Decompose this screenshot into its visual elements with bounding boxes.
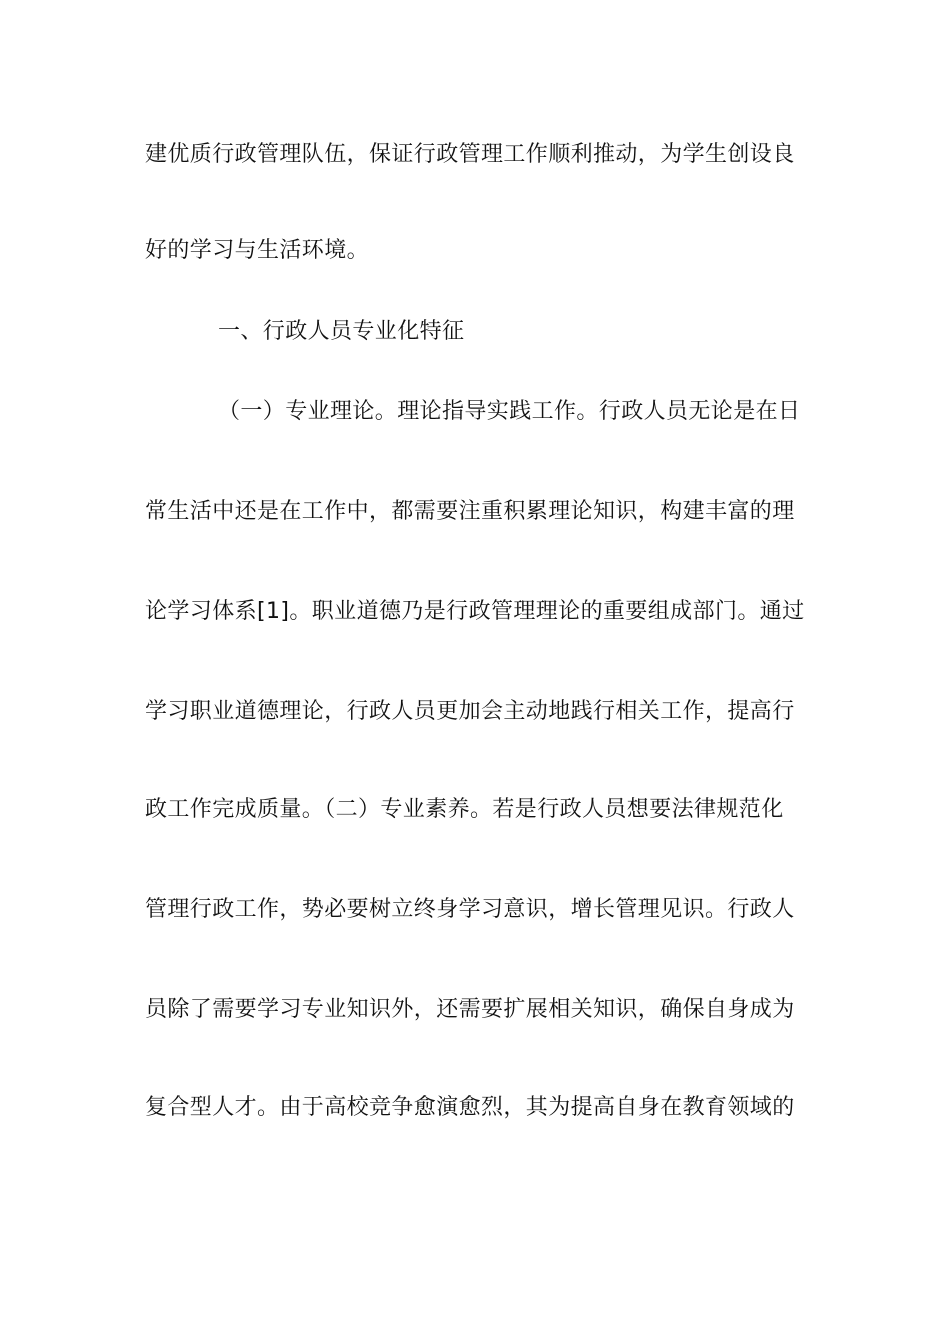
paragraph-line-3: （一）专业理论。理论指导实践工作。行政人员无论是在日 — [218, 399, 801, 424]
paragraph-line-5: 论学习体系[1]。职业道德乃是行政管理理论的重要组成部门。通过 — [145, 599, 805, 624]
paragraph-line-2: 好的学习与生活环境。 — [145, 238, 370, 263]
section-heading: 一、行政人员专业化特征 — [218, 319, 465, 344]
paragraph-line-6: 学习职业道德理论，行政人员更加会主动地践行相关工作，提高行 — [145, 699, 795, 724]
paragraph-line-1: 建优质行政管理队伍，保证行政管理工作顺利推动，为学生创设良 — [145, 142, 795, 167]
paragraph-line-9: 员除了需要学习专业知识外，还需要扩展相关知识，确保自身成为 — [145, 997, 795, 1022]
paragraph-line-8: 管理行政工作，势必要树立终身学习意识，增长管理见识。行政人 — [145, 897, 795, 922]
paragraph-line-4: 常生活中还是在工作中，都需要注重积累理论知识，构建丰富的理 — [145, 499, 795, 524]
paragraph-line-7: 政工作完成质量。（二）专业素养。若是行政人员想要法律规范化 — [145, 797, 784, 822]
paragraph-line-10: 复合型人才。由于高校竞争愈演愈烈，其为提高自身在教育领域的 — [145, 1095, 795, 1120]
